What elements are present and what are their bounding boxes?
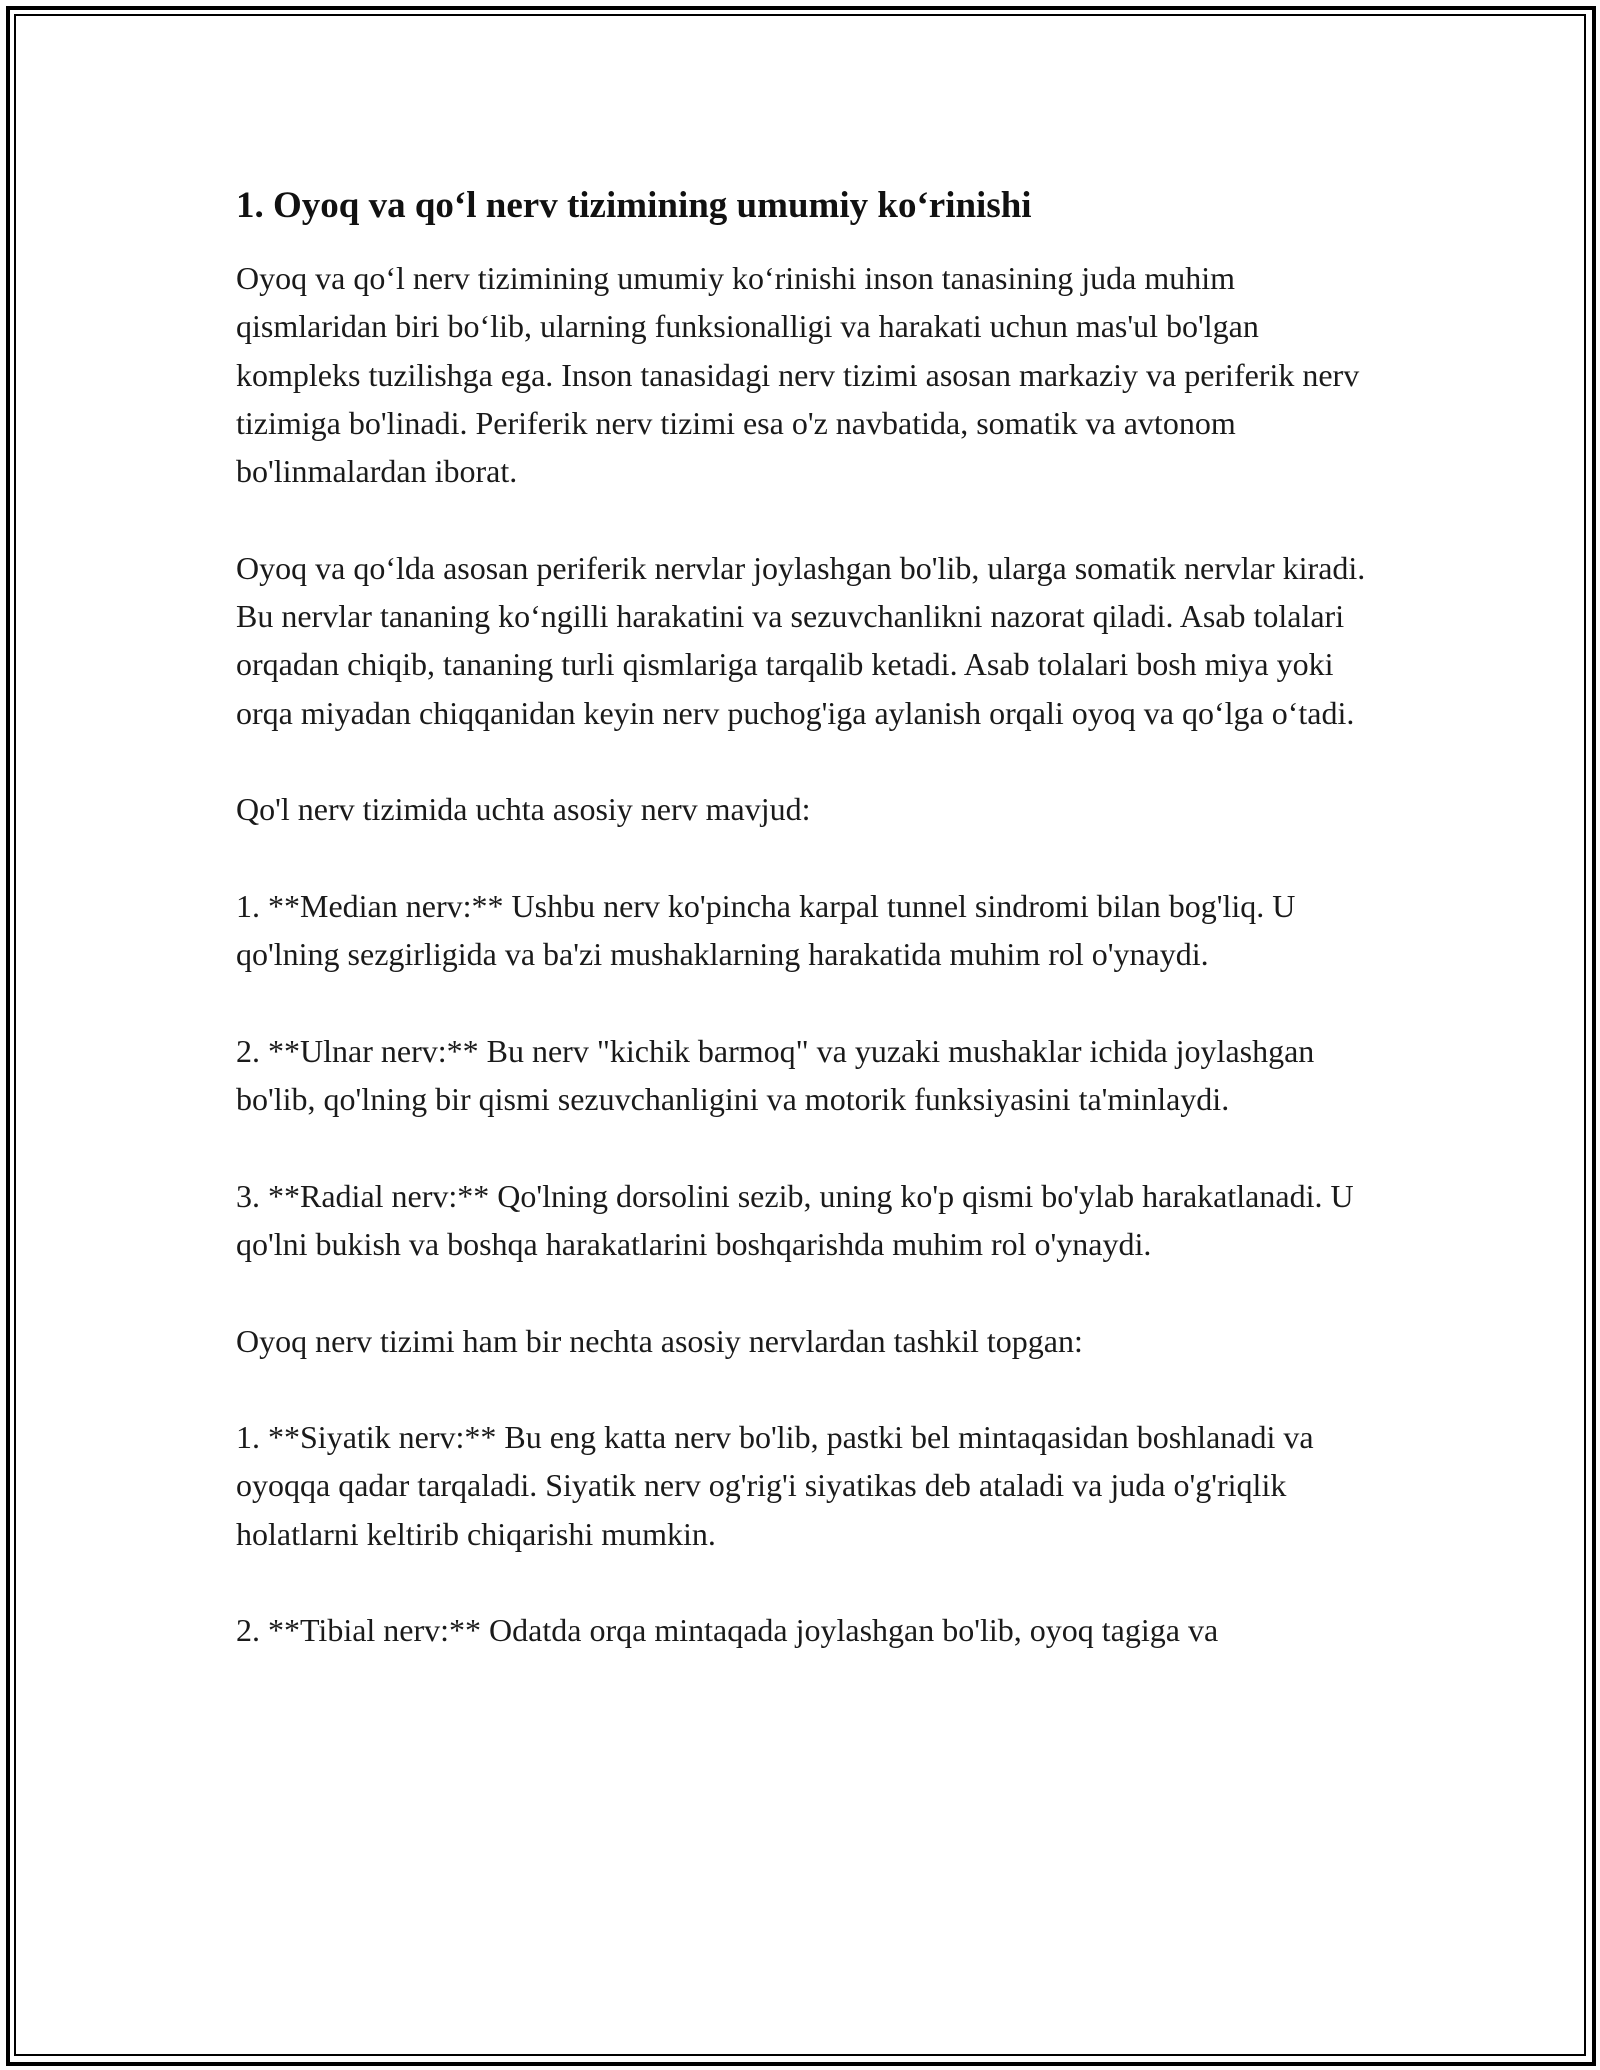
list-item-ulnar-nerve: 2. **Ulnar nerv:** Bu nerv "kichik barmoq" va yuzaki mushaklar ichida joylashgan bo'lib, qo'lning bir qismi sezuvchanligini va motorik funksiyasini ta'minlaydi. [236,1032,1315,1118]
paragraph-leg-nerves-intro: Oyoq nerv tizimi ham bir nechta asosiy nervlardan tashkil topgan: [236,1322,1083,1359]
list-item-median-nerve: 1. **Median nerv:** Ushbu nerv ko'pincha karpal tunnel sindromi bilan bog'liq. U qo'lning sezgirligida va ba'zi mushaklarning harakatida muhim rol o'ynaydi. [236,887,1296,973]
document-body [236,182,1376,1703]
section-heading: 1. Oyoq va qo‘l nerv tizimining umumiy ko‘rinishi [236,185,1032,226]
paragraph-intro: Oyoq va qo‘l nerv tizimining umumiy ko‘rinishi inson tanasining juda muhim qismlaridan biri bo‘lib, ularning funksionalligi va harakati uchun mas'ul bo'lgan kompleks tuzilishga ega. Inson tanasidagi nerv tizimi asosan markaziy va periferik nerv tizimiga bo'linadi. Periferik nerv tizimi esa o'z navbatida, somatik va avtonom bo'linmalardan iborat. [236,260,1360,490]
paragraph-arm-nerves-intro: Qo'l nerv tizimida uchta asosiy nerv mavjud: [236,791,811,828]
list-item-radial-nerve: 3. **Radial nerv:** Qo'lning dorsolini sezib, uning ko'p qismi bo'ylab harakatlanadi. U qo'lni bukish va boshqa harakatlarini boshqarishda muhim rol o'ynaydi. [236,1177,1354,1262]
paragraph-peripheral-nerves: Oyoq va qo‘lda asosan periferik nervlar joylashgan bo'lib, ularga somatik nervlar kiradi. Bu nervlar tananing ko‘ngilli harakatini va sezuvchanlikni nazorat qiladi. Asab tolalari orqadan chiqib, tananing turli qismlariga tarqalib ketadi. Asab tolalari bosh miya yoki orqa miyadan chiqqanidan keyin nerv puchog'iga aylanish orqali oyoq va qo‘lga o‘tadi. [236,549,1366,731]
list-item-sciatic-nerve: 1. **Siyatik nerv:** Bu eng katta nerv bo'lib, pastki bel mintaqasidan boshlanadi va oyoqqa qadar tarqaladi. Siyatik nerv og'rig'i siyatikas deb ataladi va juda o'g'riqlik holatlarni keltirib chiqarishi mumkin. [236,1419,1314,1552]
list-item-tibial-nerve: 2. **Tibial nerv:** Odatda orqa mintaqada joylashgan bo'lib, oyoq tagiga va [236,1612,1219,1649]
